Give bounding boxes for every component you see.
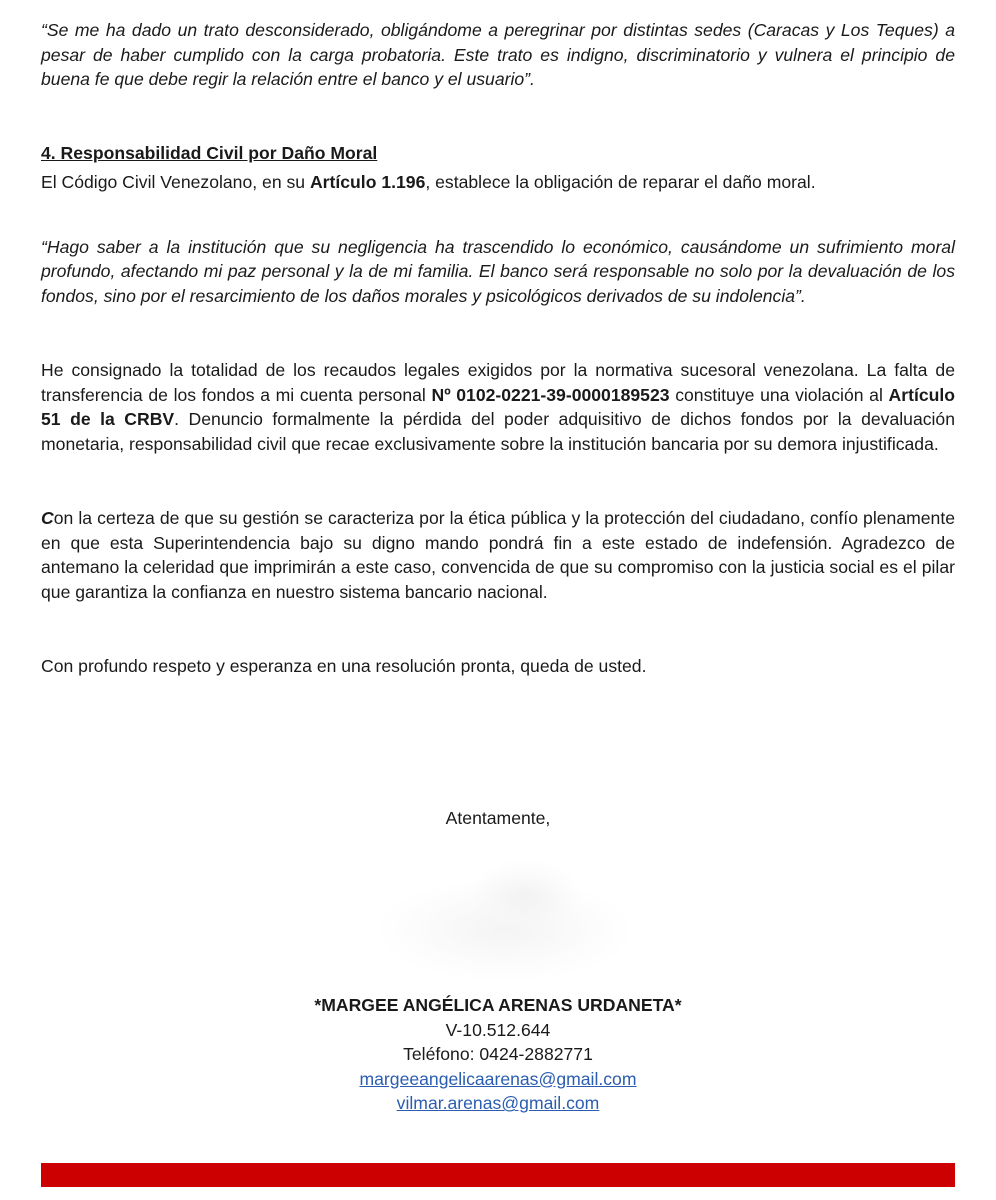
paragraph-certeza	[41, 506, 955, 604]
account-number-bold: Nº 0102-0221-39-0000189523	[431, 384, 670, 405]
consignado-text-3: . Denuncio formalmente la pérdida del poder adquisitivo de dichos fondos por la devaluación monetaria, responsabilidad civil que recae exclusivamente sobre la institución bancaria por su demora injustificada.	[41, 409, 955, 454]
articulo-1196-bold: Artículo 1.196	[309, 172, 426, 192]
paragraph-consignado	[41, 358, 955, 456]
codigo-civil-text-post: , establece la obligación de reparar el daño moral.	[425, 172, 816, 192]
signer-block	[0, 993, 996, 1116]
articulo-51-bold: Artículo 51 de la CRBV	[41, 384, 956, 429]
quote-trato-desconsiderado: “Se me ha dado un trato desconsiderado, obligándome a peregrinar por distintas sedes (Caracas y Los Teques) a pesar de haber cumplido con la carga probatoria. Este trato es indigno, discriminatorio y vulnera el principio de buena fe que debe regir la relación entre el banco y el usuario”.	[41, 20, 955, 89]
signer-phone: Teléfono: 0424-2882771	[403, 1044, 593, 1065]
email-link-secondary[interactable]: vilmar.arenas@gmail.com	[396, 1093, 600, 1114]
quote-negligencia: “Hago saber a la institución que su negligencia ha trascendido lo económico, causándome un sufrimiento moral profundo, afectando mi paz personal y la de mi familia. El banco será responsable no solo por la devaluación de los fondos, sino por el resarcimiento de los daños morales y psicológicos derivados de su indolencia”.	[41, 236, 955, 306]
certeza-text: on la certeza de que su gestión se caracteriza por la ética pública y la protección del ciudadano, confío plenamente en que esta Superintendencia bajo su digno mando pondrá fin a este estado de indefensión. Agradezco de antemano la celeridad que imprimirán a este caso, convencida de que su compromiso con la justicia social es el pilar que garantiza la confianza en nuestro sistema bancario nacional.	[41, 508, 955, 602]
atentamente-line: Atentamente,	[445, 808, 551, 828]
consignado-text-2: constituye una violación al	[669, 384, 889, 405]
signer-id: V-10.512.644	[445, 1019, 551, 1040]
footer-red-bar	[41, 1163, 955, 1187]
consignado-text-1: He consignado la totalidad de los recaudos legales exigidos por la normativa sucesoral venezolana. La falta de transferencia de los fondos a mi cuenta personal	[41, 360, 955, 405]
closing-line: Con profundo respeto y esperanza en una resolución pronta, queda de usted.	[41, 656, 647, 676]
email-link-primary[interactable]: margeeangelicaarenas@gmail.com	[359, 1068, 637, 1089]
signer-name: *MARGEE ANGÉLICA ARENAS URDANETA*	[314, 995, 682, 1015]
initial-letter: C	[41, 508, 54, 528]
codigo-civil-text-pre: El Código Civil Venezolano, en su	[41, 172, 310, 192]
paragraph-codigo-civil	[41, 170, 955, 195]
signature-image	[380, 860, 630, 970]
letter-body	[41, 18, 955, 679]
section-heading-dano-moral: 4. Responsabilidad Civil por Daño Moral	[41, 142, 378, 163]
